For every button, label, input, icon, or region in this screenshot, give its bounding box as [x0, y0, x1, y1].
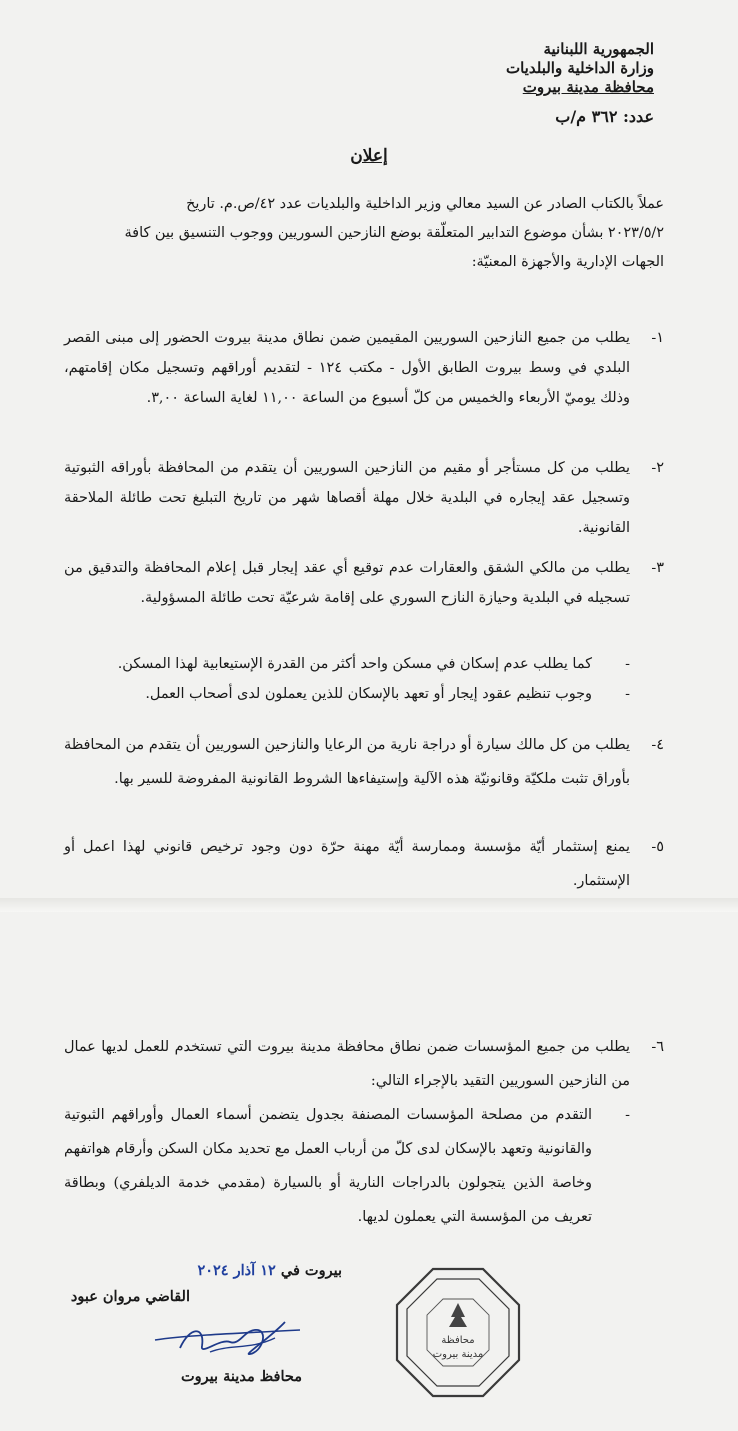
sub-item-text: وجوب تنظيم عقود إيجار أو تعهد بالإسكان للذين يعملون لدى أصحاب العمل. — [145, 686, 592, 702]
sub-item-3a — [64, 649, 664, 679]
sub-item-text: كما يطلب عدم إسكان في مسكن واحد أكثر من القدرة الإستيعابية لهذا المسكن. — [117, 656, 592, 672]
intro-line: الجهات الإدارية والأجهزة المعنيّة: — [471, 254, 664, 270]
items-list-a — [64, 323, 664, 709]
list-item-2 — [64, 453, 664, 551]
sub-item-3b — [64, 679, 664, 709]
letterhead-country: الجمهورية اللبنانية — [543, 40, 654, 58]
reference-label: عدد: — [623, 107, 654, 126]
official-stamp — [393, 1265, 523, 1400]
sub-item-dash: - — [625, 656, 630, 672]
sub-item-text: التقدم من مصلحة المؤسسات المصنفة بجدول يتضمن أسماء العمال وأوراقهم الثبوتية والقانونية وتعهد بالإسكان لدى كلّ من أرباب العمل مع تحديد مكان السكن وأرقام هواتفهم وخاصة الذين يتجولون بالدراجات النارية أو بالسيارة (مقدمي خدمة الديلفري) وبطاقة تعريف من المؤسسة التي يعملون لديها. — [64, 1107, 592, 1225]
paper-fold — [0, 898, 738, 912]
intro-paragraph — [64, 190, 664, 277]
list-item-1 — [64, 323, 664, 447]
stamp-center-line1: محافظة — [441, 1335, 475, 1346]
list-item-6 — [64, 1030, 664, 1098]
letterhead-ministry: وزارة الداخلية والبلديات — [505, 59, 654, 77]
list-item-3 — [64, 553, 664, 649]
signature-date: ١٢ آذار ٢٠٢٤ — [197, 1262, 276, 1279]
sub-item-6a — [64, 1098, 664, 1234]
sub-item-dash: - — [625, 1107, 630, 1123]
items-list-c — [64, 1030, 664, 1234]
item-text: يطلب من كل مستأجر أو مقيم من النازحين السوريين أن يتقدم من المحافظة بأوراقه الثبوتية وتسجيل عقد إيجاره في البلدية خلال مهلة أقصاها شهر من تاريخ التبليغ تحت طائلة الملاحقة القانونية. — [64, 460, 630, 536]
item-number: ٦- — [651, 1039, 664, 1055]
item-number: ٣- — [651, 560, 664, 576]
intro-line: ٢٠٢٣/٥/٢ بشأن موضوع التدابير المتعلّقة بوضع النازحين السوريين ووجوب التنسيق بين كافة — [124, 225, 664, 241]
reference-number — [555, 107, 654, 126]
intro-line: عملاً بالكتاب الصادر عن السيد معالي وزير الداخلية والبلديات عدد ٤٢/ص.م. تاريخ — [186, 196, 664, 212]
item-number: ٤- — [651, 737, 664, 753]
letterhead — [394, 40, 654, 97]
signature-place-date — [197, 1262, 342, 1279]
signature-place: بيروت في — [280, 1262, 342, 1279]
stamp-center-line2: مدينة بيروت — [432, 1349, 484, 1360]
item-text: يطلب من كل مالك سيارة أو دراجة نارية من الرعايا والنازحين السوريين أن يتقدم من المحافظة بأوراق تثبت ملكيّة وقانونيّة هذه الآلية وإستيفاءها الشروط القانونية المفروضة للسير بها. — [64, 737, 630, 787]
item-text: يطلب من مالكي الشقق والعقارات عدم توقيع أي عقد إيجار قبل إعلام المحافظة والتدقيق من تسجيله في البلدية وحيازة النازح السوري على إقامة شرعيّة تحت طائلة المسؤولية. — [64, 560, 630, 606]
item-text: يطلب من جميع المؤسسات ضمن نطاق محافظة مدينة بيروت التي تستخدم للعمل لديها عمال من النازحين السوريين التقيد بالإجراء التالي: — [64, 1039, 630, 1089]
handwritten-signature — [150, 1308, 310, 1366]
list-item-4 — [64, 728, 664, 830]
item-number: ٢- — [651, 460, 664, 476]
letterhead-governorate: محافظة مدينة بيروت — [522, 78, 654, 96]
announcement-title: إعلان — [350, 146, 388, 166]
item-number: ٥- — [651, 839, 664, 855]
items-list-b — [64, 728, 664, 898]
list-item-5 — [64, 830, 664, 898]
item-text: يمنع إستثمار أيّة مؤسسة وممارسة أيّة مهنة حرّة دون وجود ترخيص قانوني لهذا اعمل أو الإستثمار. — [64, 839, 630, 889]
reference-value: ٣٦٢ م/ب — [555, 107, 618, 126]
signatory-name: القاضي مروان عبود — [70, 1288, 190, 1305]
signatory-position: محافظ مدينة بيروت — [181, 1368, 302, 1385]
item-number: ١- — [651, 330, 664, 346]
sub-item-dash: - — [625, 686, 630, 702]
item-text: يطلب من جميع النازحين السوريين المقيمين ضمن نطاق مدينة بيروت الحضور إلى مبنى القصر البلدي في وسط بيروت الطابق الأول - مكتب ١٢٤ - لتقديم أوراقهم وتسجيل مكان إقامتهم، وذلك يوميّ الأربعاء والخميس من كلّ أسبوع من الساعة ١١,٠٠ لغاية الساعة ٣,٠٠. — [64, 330, 630, 406]
